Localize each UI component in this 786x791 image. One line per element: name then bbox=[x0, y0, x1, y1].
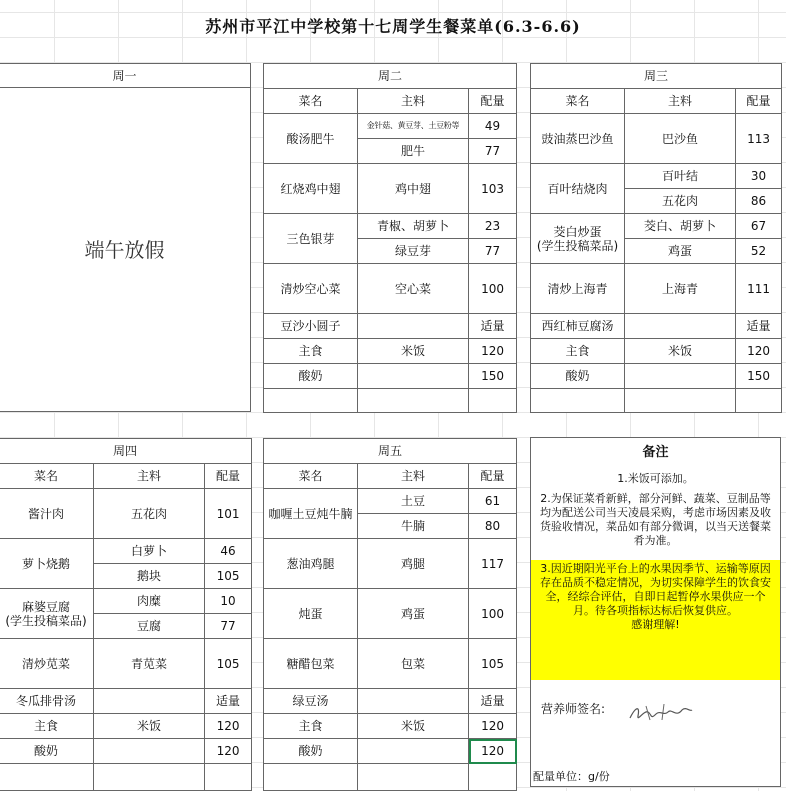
ingredient-cell[interactable]: 鸡中翅 bbox=[358, 164, 469, 214]
ingredient-cell[interactable] bbox=[358, 689, 469, 714]
dish-cell[interactable]: 主食 bbox=[0, 714, 94, 739]
portion-cell[interactable]: 61 bbox=[469, 489, 517, 514]
dish-cell[interactable]: 主食 bbox=[264, 339, 358, 364]
portion-cell[interactable]: 117 bbox=[469, 539, 517, 589]
empty-cell[interactable] bbox=[0, 764, 94, 791]
ingredient-cell[interactable]: 肥牛 bbox=[358, 139, 469, 164]
day-header-fri[interactable]: 周五 bbox=[264, 439, 517, 464]
portion-cell[interactable]: 111 bbox=[736, 264, 782, 314]
note-3-thanks: 感谢理解! bbox=[631, 618, 680, 631]
portion-cell[interactable]: 77 bbox=[469, 139, 517, 164]
dish-cell[interactable]: 糖醋包菜 bbox=[264, 639, 358, 689]
ingredient-cell[interactable]: 鸡蛋 bbox=[358, 589, 469, 639]
dish-name: 麻婆豆腐 bbox=[21, 599, 70, 614]
ingredient-cell[interactable]: 空心菜 bbox=[358, 264, 469, 314]
ingredient-cell[interactable]: 米饭 bbox=[358, 714, 469, 739]
portion-cell[interactable]: 105 bbox=[205, 564, 252, 589]
portion-cell[interactable]: 77 bbox=[469, 239, 517, 264]
portion-cell[interactable]: 46 bbox=[205, 539, 252, 564]
ingredient-cell[interactable]: 米饭 bbox=[625, 339, 736, 364]
dish-cell[interactable]: 豉油蒸巴沙鱼 bbox=[531, 114, 625, 164]
dish-cell[interactable]: 主食 bbox=[264, 714, 358, 739]
header-portion[interactable]: 配量 bbox=[469, 89, 517, 114]
portion-cell[interactable]: 30 bbox=[736, 164, 782, 189]
dish-cell[interactable]: 冬瓜排骨汤 bbox=[0, 689, 94, 714]
ingredient-cell[interactable] bbox=[94, 689, 205, 714]
dish-cell[interactable]: 豆沙小圆子 bbox=[264, 314, 358, 339]
dish-cell[interactable]: 酱汁肉 bbox=[0, 489, 94, 539]
ingredient-cell[interactable]: 米饭 bbox=[94, 714, 205, 739]
portion-cell[interactable]: 101 bbox=[205, 489, 252, 539]
dish-cell[interactable]: 三色银芽 bbox=[264, 214, 358, 264]
ingredient-cell[interactable]: 巴沙鱼 bbox=[625, 114, 736, 164]
monday-table bbox=[0, 63, 251, 412]
portion-cell[interactable]: 适量 bbox=[469, 314, 517, 339]
empty-cell[interactable] bbox=[469, 764, 517, 791]
note-1[interactable]: 1.米饭可添加。 bbox=[617, 472, 694, 485]
unit-label[interactable]: 配量单位：g/份 bbox=[533, 770, 610, 783]
ingredient-cell[interactable]: 鸡腿 bbox=[358, 539, 469, 589]
portion-cell[interactable]: 103 bbox=[469, 164, 517, 214]
dish-cell[interactable]: 酸奶 bbox=[264, 739, 358, 764]
empty-cell[interactable] bbox=[264, 764, 358, 791]
dish-cell[interactable]: 咖喱土豆炖牛腩 bbox=[264, 489, 358, 539]
dish-cell[interactable]: 清炒苋菜 bbox=[0, 639, 94, 689]
portion-cell[interactable]: 120 bbox=[736, 339, 782, 364]
ingredient-cell[interactable] bbox=[625, 314, 736, 339]
dish-cell[interactable]: 炖蛋 bbox=[264, 589, 358, 639]
header-portion[interactable]: 配量 bbox=[469, 464, 517, 489]
note-3-text: 3.因近期阳光平台上的水果因季节、运输等原因存在品质不稳定情况，为切实保障学生的饮食安全，经综合评估，自即日起暂停水果供应一个月。待各项指标达标后恢复供应。 bbox=[540, 562, 771, 617]
page-title: 苏州市平江中学校第十七周学生餐菜单(6.3-6.6) bbox=[205, 17, 581, 36]
portion-cell[interactable]: 120 bbox=[205, 739, 252, 764]
portion-cell[interactable]: 77 bbox=[205, 614, 252, 639]
portion-cell[interactable]: 100 bbox=[469, 589, 517, 639]
portion-cell[interactable]: 113 bbox=[736, 114, 782, 164]
portion-cell[interactable]: 120 bbox=[469, 339, 517, 364]
ingredient-cell[interactable]: 土豆 bbox=[358, 489, 469, 514]
portion-cell[interactable]: 105 bbox=[469, 639, 517, 689]
empty-cell[interactable] bbox=[358, 764, 469, 791]
ingredient-cell[interactable]: 白萝卜 bbox=[94, 539, 205, 564]
empty-cell[interactable] bbox=[531, 389, 625, 413]
notes-heading[interactable]: 备注 bbox=[642, 445, 669, 460]
signature-label[interactable]: 营养师签名: bbox=[541, 702, 606, 716]
header-dish[interactable]: 菜名 bbox=[0, 464, 94, 489]
ingredient-cell[interactable]: 鸡蛋 bbox=[625, 239, 736, 264]
portion-cell[interactable]: 10 bbox=[205, 589, 252, 614]
dish-cell[interactable] bbox=[531, 214, 625, 264]
portion-cell[interactable]: 105 bbox=[205, 639, 252, 689]
signature-image bbox=[626, 700, 696, 730]
dish-cell[interactable]: 酸奶 bbox=[531, 364, 625, 389]
ingredient-cell[interactable] bbox=[358, 364, 469, 389]
empty-cell[interactable] bbox=[625, 389, 736, 413]
dish-note: (学生投稿菜品) bbox=[536, 238, 619, 253]
ingredient-cell[interactable] bbox=[94, 739, 205, 764]
header-dish[interactable]: 菜名 bbox=[531, 89, 625, 114]
portion-cell[interactable]: 80 bbox=[469, 514, 517, 539]
portion-cell[interactable]: 67 bbox=[736, 214, 782, 239]
dish-cell[interactable]: 西红柿豆腐汤 bbox=[531, 314, 625, 339]
ingredient-cell[interactable]: 青椒、胡萝卜 bbox=[358, 214, 469, 239]
note-2[interactable]: 2.为保证菜肴新鲜，部分河鲜、蔬菜、豆制品等均为配送公司当天凌晨采购，考虑市场因素及收货验收情况，菜品如有部分微调，以当天送餐菜肴为准。 bbox=[540, 492, 771, 547]
header-ingredient[interactable]: 主料 bbox=[358, 89, 469, 114]
portion-cell[interactable]: 适量 bbox=[469, 689, 517, 714]
dish-cell[interactable] bbox=[0, 589, 94, 639]
portion-cell[interactable]: 49 bbox=[469, 114, 517, 139]
dish-cell[interactable]: 红烧鸡中翅 bbox=[264, 164, 358, 214]
day-header-thu[interactable]: 周四 bbox=[0, 439, 252, 464]
portion-cell[interactable]: 86 bbox=[736, 189, 782, 214]
ingredient-cell[interactable]: 青苋菜 bbox=[94, 639, 205, 689]
dish-cell[interactable]: 百叶结烧肉 bbox=[531, 164, 625, 214]
portion-cell[interactable]: 120 bbox=[205, 714, 252, 739]
header-dish[interactable]: 菜名 bbox=[264, 89, 358, 114]
ingredient-cell[interactable]: 米饭 bbox=[358, 339, 469, 364]
dish-cell[interactable]: 葱油鸡腿 bbox=[264, 539, 358, 589]
empty-cell[interactable] bbox=[358, 389, 469, 413]
ingredient-cell[interactable] bbox=[358, 314, 469, 339]
selected-portion-cell[interactable]: 120 bbox=[469, 739, 517, 764]
empty-cell[interactable] bbox=[264, 389, 358, 413]
ingredient-cell[interactable] bbox=[358, 739, 469, 764]
empty-cell[interactable] bbox=[736, 389, 782, 413]
portion-cell[interactable]: 适量 bbox=[736, 314, 782, 339]
empty-cell[interactable] bbox=[469, 389, 517, 413]
header-ingredient[interactable]: 主料 bbox=[358, 464, 469, 489]
portion-cell[interactable]: 150 bbox=[736, 364, 782, 389]
portion-cell[interactable]: 120 bbox=[469, 714, 517, 739]
ingredient-cell[interactable]: 五花肉 bbox=[625, 189, 736, 214]
header-dish[interactable]: 菜名 bbox=[264, 464, 358, 489]
ingredient-cell[interactable]: 金针菇、黄豆芽、土豆粉等 bbox=[358, 114, 469, 139]
dish-note: (学生投稿菜品) bbox=[5, 613, 87, 628]
portion-cell[interactable]: 23 bbox=[469, 214, 517, 239]
empty-cell[interactable] bbox=[205, 764, 252, 791]
ingredient-cell[interactable]: 牛腩 bbox=[358, 514, 469, 539]
wednesday-table bbox=[530, 63, 782, 413]
ingredient-cell[interactable] bbox=[625, 364, 736, 389]
ingredient-cell[interactable]: 百叶结 bbox=[625, 164, 736, 189]
day-header-tue[interactable]: 周二 bbox=[264, 64, 517, 89]
ingredient-cell[interactable]: 肉糜 bbox=[94, 589, 205, 614]
day-header-mon[interactable]: 周一 bbox=[0, 64, 251, 88]
dish-cell[interactable]: 主食 bbox=[531, 339, 625, 364]
note-3-highlight[interactable] bbox=[531, 560, 780, 680]
dish-cell[interactable]: 绿豆汤 bbox=[264, 689, 358, 714]
holiday-cell[interactable]: 端午放假 bbox=[0, 88, 251, 412]
dish-cell[interactable]: 酸汤肥牛 bbox=[264, 114, 358, 164]
portion-cell[interactable]: 52 bbox=[736, 239, 782, 264]
dish-cell[interactable]: 酸奶 bbox=[264, 364, 358, 389]
header-portion[interactable]: 配量 bbox=[736, 89, 782, 114]
notes-panel bbox=[530, 437, 781, 787]
portion-cell[interactable]: 150 bbox=[469, 364, 517, 389]
day-header-wed[interactable]: 周三 bbox=[531, 64, 782, 89]
ingredient-cell[interactable]: 豆腐 bbox=[94, 614, 205, 639]
thursday-table bbox=[0, 438, 252, 791]
dish-cell[interactable]: 酸奶 bbox=[0, 739, 94, 764]
ingredient-cell[interactable]: 鹅块 bbox=[94, 564, 205, 589]
ingredient-cell[interactable]: 包菜 bbox=[358, 639, 469, 689]
tuesday-table bbox=[263, 63, 517, 413]
friday-table bbox=[263, 438, 517, 791]
portion-cell[interactable]: 适量 bbox=[205, 689, 252, 714]
ingredient-cell[interactable]: 绿豆芽 bbox=[358, 239, 469, 264]
ingredient-cell[interactable]: 茭白、胡萝卜 bbox=[625, 214, 736, 239]
portion-cell[interactable]: 100 bbox=[469, 264, 517, 314]
dish-cell[interactable]: 萝卜烧鹅 bbox=[0, 539, 94, 589]
header-ingredient[interactable]: 主料 bbox=[94, 464, 205, 489]
dish-name: 茭白炒蛋 bbox=[553, 224, 602, 239]
dish-cell[interactable]: 清炒空心菜 bbox=[264, 264, 358, 314]
ingredient-cell[interactable]: 五花肉 bbox=[94, 489, 205, 539]
dish-cell[interactable]: 清炒上海青 bbox=[531, 264, 625, 314]
ingredient-cell[interactable]: 上海青 bbox=[625, 264, 736, 314]
header-portion[interactable]: 配量 bbox=[205, 464, 252, 489]
header-ingredient[interactable]: 主料 bbox=[625, 89, 736, 114]
empty-cell[interactable] bbox=[94, 764, 205, 791]
